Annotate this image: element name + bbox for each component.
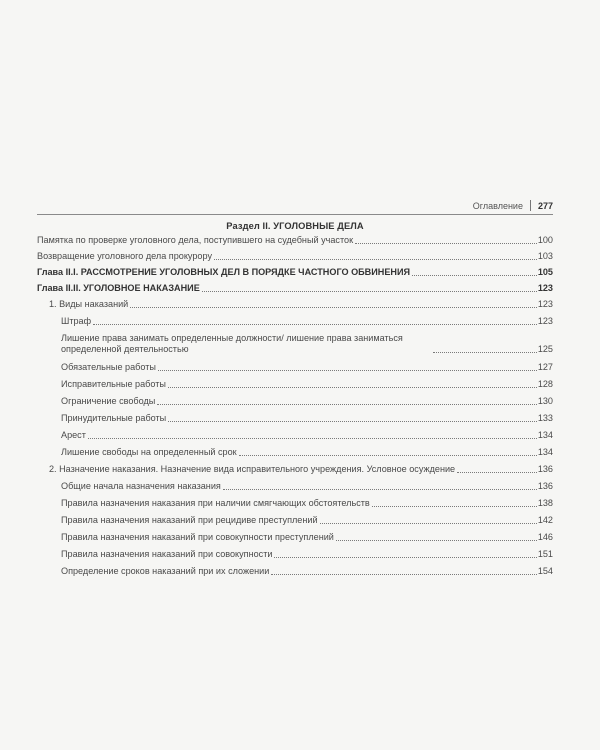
toc-entry-page: 136 (537, 481, 553, 491)
toc-entry-title: Правила назначения наказаний при рецидиве преступлений (61, 515, 318, 525)
toc-entry (37, 481, 553, 492)
toc-entry-title: Ограничение свободы (61, 396, 156, 406)
dot-leader (239, 454, 537, 456)
header-rule (37, 214, 553, 215)
toc-entry-page: 125 (537, 344, 553, 354)
dot-leader (157, 403, 536, 405)
toc-entry-page: 136 (537, 464, 553, 474)
dot-leader (355, 242, 537, 244)
toc-entry (37, 447, 553, 458)
toc-entry-title: Памятка по проверке уголовного дела, поступившего на судебный участок (37, 235, 354, 245)
toc-entry (37, 566, 553, 577)
toc-entry-title: Исправительные работы (61, 379, 166, 389)
dot-leader (202, 290, 537, 292)
toc-entry-page: 127 (537, 362, 553, 372)
toc-entry-title: Штраф (61, 316, 92, 326)
dot-leader (168, 420, 537, 422)
header-label: Оглавление (472, 200, 523, 211)
dot-leader (271, 573, 537, 575)
toc-entry-title: Обязательные работы (61, 362, 156, 372)
toc-entry-page: 151 (537, 549, 553, 559)
toc-entry (37, 316, 553, 327)
toc-entry-page: 134 (537, 430, 553, 440)
toc-entry (37, 549, 553, 560)
toc-entry-title: 1. Виды наказаний (49, 299, 129, 309)
toc-entry-page: 138 (537, 498, 553, 508)
toc-entry (37, 430, 553, 441)
running-header (473, 200, 553, 211)
dot-leader (223, 488, 537, 490)
toc-entry-page: 128 (537, 379, 553, 389)
toc-entry-page: 133 (537, 413, 553, 423)
toc-entry-page: 123 (537, 316, 553, 326)
toc-entry-title: 2. Назначение наказания. Назначение вида исправительного учреждения. Условное осуждение (49, 464, 456, 474)
dot-leader (168, 386, 537, 388)
toc-entry-title: Правила назначения наказания при наличии смягчающих обстоятельств (61, 498, 370, 508)
toc-entry (37, 413, 553, 424)
table-of-contents (37, 218, 553, 583)
dot-leader (433, 351, 537, 353)
toc-entry (37, 299, 553, 310)
toc-entry-title: Принудительные работы (61, 413, 167, 423)
toc-entry-page: 134 (537, 447, 553, 457)
toc-entry-page: 100 (537, 235, 553, 245)
toc-entry-title: Правила назначения наказаний при совокупности преступлений (61, 532, 334, 542)
dot-leader (372, 505, 537, 507)
toc-entry-title: Правила назначения наказаний при совокупности (61, 549, 273, 559)
toc-entry-page: 105 (537, 267, 553, 277)
toc-entry-page: 123 (537, 283, 553, 293)
toc-entry (37, 362, 553, 373)
dot-leader (336, 539, 537, 541)
toc-entry-page: 154 (537, 566, 553, 576)
toc-entry (37, 235, 553, 246)
dot-leader (158, 369, 537, 371)
toc-chapter (37, 283, 553, 294)
section-title: Раздел II. УГОЛОВНЫЕ ДЕЛА (226, 221, 364, 231)
toc-entry-title: Арест (61, 430, 86, 440)
dot-leader (274, 556, 536, 558)
toc-entry (37, 251, 553, 262)
toc-entry-title: Общие начала назначения наказания (61, 481, 221, 491)
dot-leader (88, 437, 537, 439)
toc-entry-title: Лишение свободы на определенный срок (61, 447, 237, 457)
dot-leader (93, 323, 537, 325)
toc-entry (37, 498, 553, 509)
toc-entry-title: Определение сроков наказаний при их сложении (61, 566, 270, 576)
dot-leader (412, 274, 537, 276)
toc-entry-page: 142 (537, 515, 553, 525)
header-page-number: 277 (537, 200, 553, 211)
toc-entry (37, 464, 553, 475)
toc-entry (37, 379, 553, 390)
header-separator (530, 200, 531, 211)
toc-entry-title: Лишение права занимать определенные должности/ лишение права заниматься определенной деятельностью (61, 333, 403, 354)
toc-entry (37, 396, 553, 407)
toc-entry-page: 103 (537, 251, 553, 261)
toc-entry-page: 130 (537, 396, 553, 406)
toc-chapter (37, 267, 553, 278)
dot-leader (214, 258, 537, 260)
toc-entry-title: Возвращение уголовного дела прокурору (37, 251, 212, 261)
dot-leader (320, 522, 537, 524)
toc-entry (37, 532, 553, 543)
toc-entry (37, 333, 553, 355)
toc-entries (37, 235, 553, 577)
dot-leader (130, 306, 537, 308)
toc-entry-title: Глава II.II. УГОЛОВНОЕ НАКАЗАНИЕ (37, 283, 200, 293)
dot-leader (457, 471, 537, 473)
toc-entry (37, 515, 553, 526)
toc-entry-page: 146 (537, 532, 553, 542)
toc-entry-page: 123 (537, 299, 553, 309)
toc-entry-title: Глава II.I. РАССМОТРЕНИЕ УГОЛОВНЫХ ДЕЛ В ПОРЯДКЕ ЧАСТНОГО ОБВИНЕНИЯ (37, 267, 411, 277)
